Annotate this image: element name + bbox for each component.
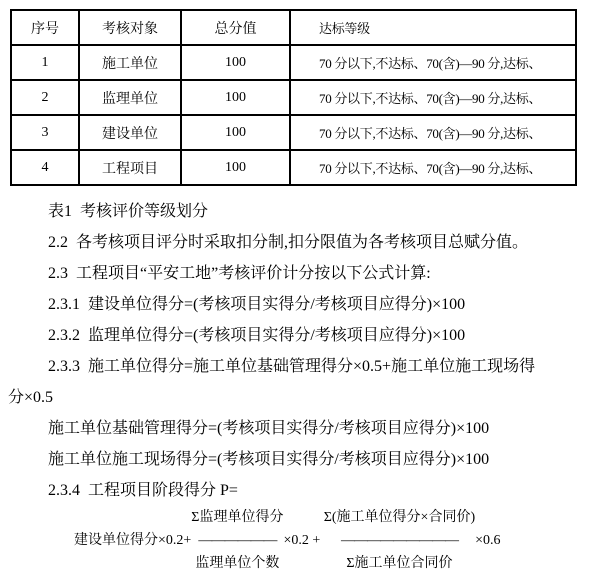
column-header-target: 考核对象 xyxy=(79,10,181,45)
paragraph-base-mgmt-score: 施工单位基础管理得分=(考核项目实得分/考核项目应得分)×100 xyxy=(48,420,490,437)
grade-level-table xyxy=(10,9,577,186)
column-header-score: 总分值 xyxy=(181,10,290,45)
supervision-denominator: 监理单位个数 xyxy=(195,556,280,571)
cell-target: 工程项目 xyxy=(79,150,181,185)
paragraph-2-3-3-line2: 分×0.5 xyxy=(8,389,54,406)
cell-target: 建设单位 xyxy=(79,115,181,150)
table-row xyxy=(11,150,576,185)
cell-score: 100 xyxy=(181,80,290,115)
construction-numerator: Σ(施工单位得分×合同价) xyxy=(323,510,476,525)
paragraph-site-score: 施工单位施工现场得分=(考核项目实得分/考核项目应得分)×100 xyxy=(48,451,490,468)
cell-target: 施工单位 xyxy=(79,45,181,80)
table-caption: 表1 考核评价等级划分 xyxy=(48,203,209,220)
column-header-no: 序号 xyxy=(11,10,79,45)
paragraph-2-3-2: 2.3.2 监理单位得分=(考核项目实得分/考核项目应得分)×100 xyxy=(48,327,466,344)
fraction-bar: ————————— xyxy=(340,533,458,548)
cell-grade: 70 分以下,不达标、70(含)—90 分,达标、 xyxy=(290,150,576,185)
table-header-row xyxy=(11,10,576,45)
table-row xyxy=(11,115,576,150)
cell-no: 3 xyxy=(11,115,79,150)
paragraph-2-3-3-line1: 2.3.3 施工单位得分=施工单位基础管理得分×0.5+施工单位施工现场得 xyxy=(48,358,536,375)
paragraph-2-2: 2.2 各考核项目评分时采取扣分制,扣分限值为各考核项目总赋分值。 xyxy=(48,234,529,251)
fraction-bar: —————— xyxy=(198,533,277,548)
document-text xyxy=(0,196,606,506)
table-row xyxy=(11,45,576,80)
cell-grade: 70 分以下,不达标、70(含)—90 分,达标、 xyxy=(290,115,576,150)
construction-fraction xyxy=(324,506,475,575)
project-stage-score-formula xyxy=(0,506,606,575)
cell-grade: 70 分以下,不达标、70(含)—90 分,达标、 xyxy=(290,80,576,115)
cell-no: 2 xyxy=(11,80,79,115)
cell-grade: 70 分以下,不达标、70(含)—90 分,达标、 xyxy=(290,45,576,80)
formula-mid: ×0.2 + xyxy=(283,533,324,548)
cell-score: 100 xyxy=(181,45,290,80)
paragraph-2-3-1: 2.3.1 建设单位得分=(考核项目实得分/考核项目应得分)×100 xyxy=(48,296,466,313)
cell-target: 监理单位 xyxy=(79,80,181,115)
cell-score: 100 xyxy=(181,115,290,150)
cell-score: 100 xyxy=(181,150,290,185)
paragraph-2-3-4: 2.3.4 工程项目阶段得分 P= xyxy=(48,482,238,499)
cell-no: 4 xyxy=(11,150,79,185)
supervision-numerator: Σ监理单位得分 xyxy=(191,510,284,525)
cell-no: 1 xyxy=(11,45,79,80)
construction-denominator: Σ施工单位合同价 xyxy=(346,556,453,571)
formula-lead: 建设单位得分×0.2+ xyxy=(74,533,192,548)
supervision-fraction xyxy=(191,506,283,575)
column-header-grade: 达标等级 xyxy=(290,10,576,45)
table-row xyxy=(11,80,576,115)
formula-tail: ×0.6 xyxy=(475,533,501,548)
paragraph-2-3: 2.3 工程项目“平安工地”考核评价计分按以下公式计算: xyxy=(48,265,431,282)
